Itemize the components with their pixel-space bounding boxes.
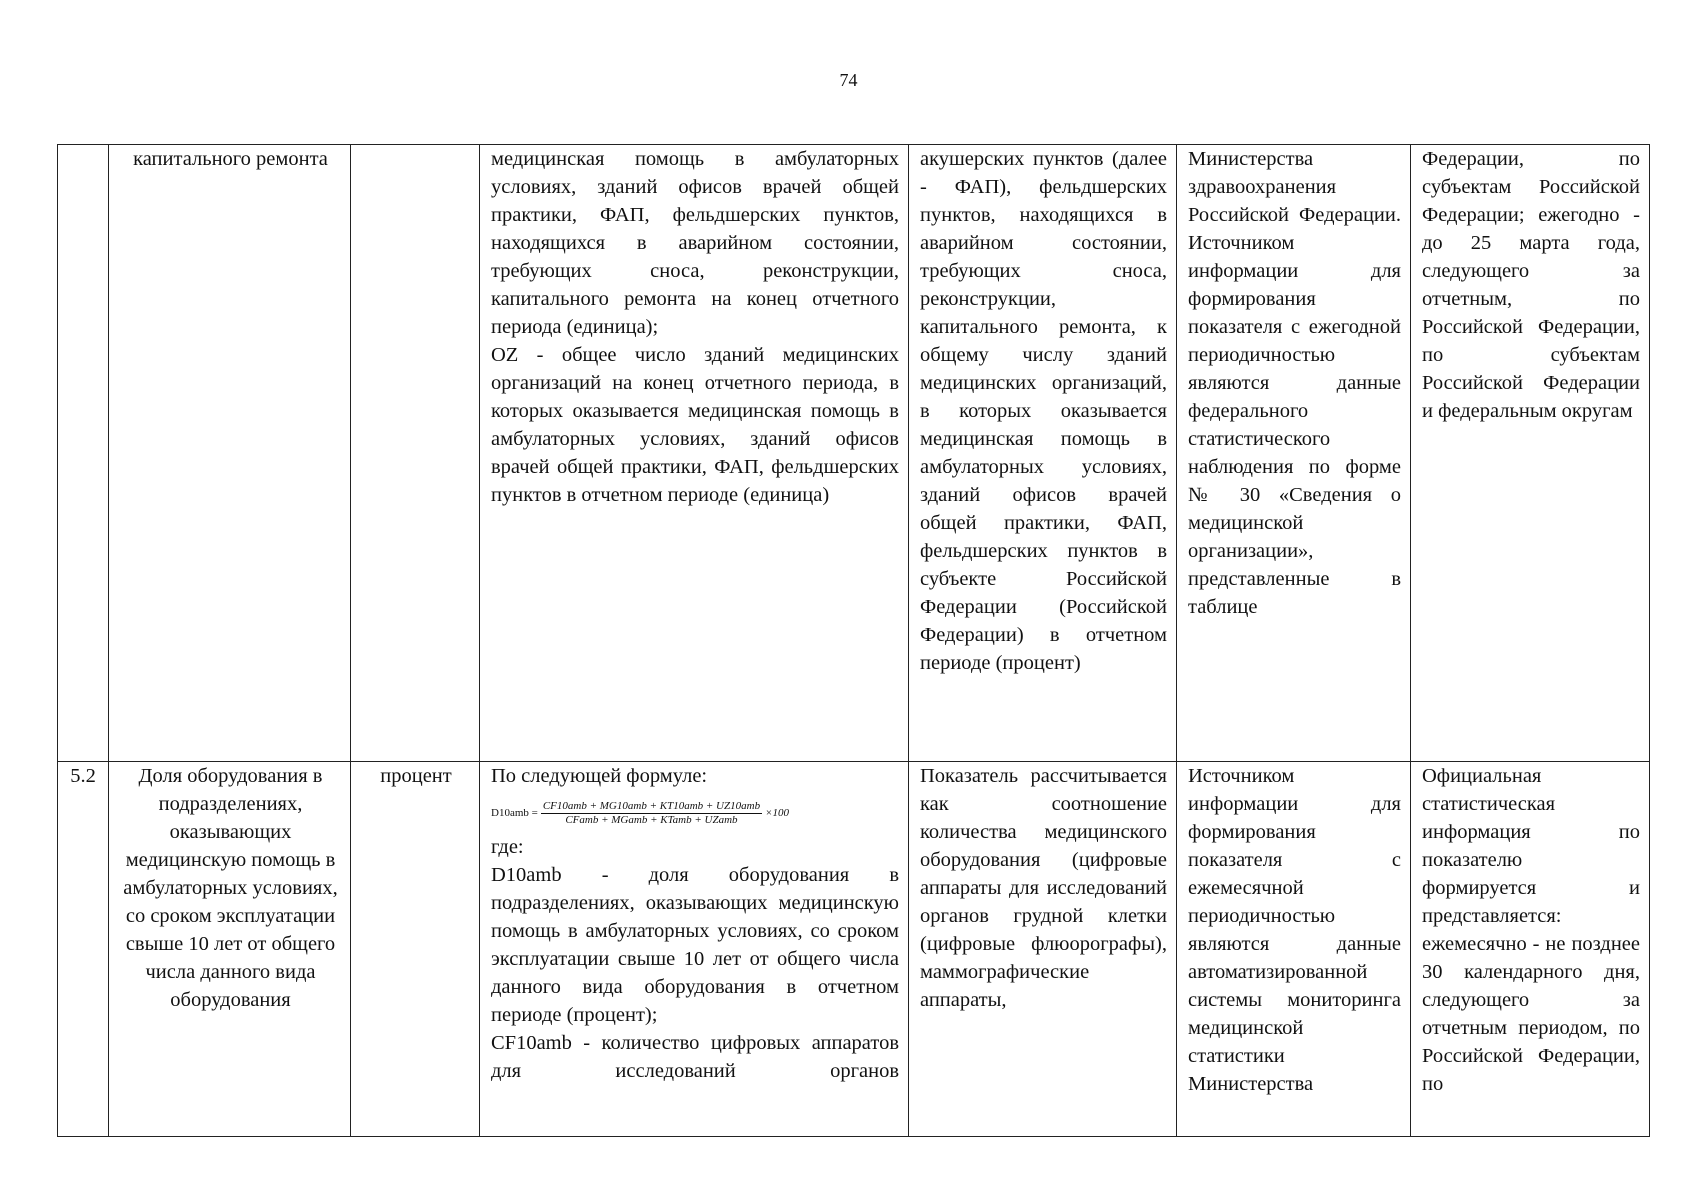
formula-multiplier: ×100 bbox=[765, 807, 790, 819]
cell-indicator-name: Доля оборудования в подразделениях, оказывающих медицинскую помощь в амбулаторных условиях, со сроком эксплуатации свыше 10 лет от общего числа данного вида оборудования bbox=[109, 762, 351, 1137]
method-paragraph: OZ - общее число зданий медицинских организаций на конец отчетного периода, в которых оказывается медицинская помощь в амбулаторных условиях, зданий офисов врачей общей практики, ФАП, фельдшерских пунктов в отчетном периоде (единица) bbox=[491, 344, 899, 506]
cell-source: Министерства здравоохранения Российской Федерации. Источником информации для формирования показателя с ежегодной периодичностью являются данные федерального статистического наблюдения по форме № 30 «Сведения о медицинской организации», представленные в таблице bbox=[1177, 145, 1411, 762]
cell-source: Источником информации для формирования показателя с ежемесячной периодичностью являются данные автоматизированной системы мониторинга медицинской статистики Министерства bbox=[1177, 762, 1411, 1137]
cell-definition: акушерских пунктов (далее - ФАП), фельдшерских пунктов, находящихся в аварийном состоянии, требующих сноса, реконструкции, капитального ремонта, к общему числу зданий медицинских организаций, в которых оказывается медицинская помощь в амбулаторных условиях, зданий офисов врачей общей практики, ФАП, фельдшерских пунктов в субъекте Российской Федерации (Российской Федерации) в отчетном периоде (процент) bbox=[909, 145, 1177, 762]
formula-lhs: D10amb = bbox=[491, 807, 538, 819]
page-number: 74 bbox=[839, 70, 858, 90]
method-paragraph: CF10amb - количество цифровых аппаратов для исследований органов bbox=[491, 1032, 899, 1082]
method-intro: По следующей формуле: bbox=[491, 765, 708, 787]
method-where: где: bbox=[491, 836, 524, 858]
cell-timing: Официальная статистическая информация по показателю формируется и представляется: ежемесячно - не позднее 30 календарного дня, следующего за отчетным периодом, по Российской Федерации, по bbox=[1411, 762, 1650, 1137]
table-row bbox=[58, 762, 1650, 1137]
method-paragraph: D10amb - доля оборудования в подразделениях, оказывающих медицинскую помощь в амбулаторных условиях, со сроком эксплуатации свыше 10 лет от общего числа данного вида оборудования в отчетном периоде (процент); bbox=[491, 864, 899, 1026]
table-row bbox=[58, 145, 1650, 762]
formula-numerator: CF10amb + MG10amb + KT10amb + UZ10amb bbox=[542, 800, 761, 812]
formula-denominator: CFamb + MGamb + KTamb + UZamb bbox=[565, 814, 738, 826]
cell-unit bbox=[351, 145, 480, 762]
cell-indicator-name: капитального ремонта bbox=[109, 145, 351, 762]
cell-number: 5.2 bbox=[58, 762, 109, 1137]
cell-unit: процент bbox=[351, 762, 480, 1137]
cell-calculation-method bbox=[480, 762, 909, 1137]
cell-number bbox=[58, 145, 109, 762]
method-paragraph: медицинская помощь в амбулаторных условиях, зданий офисов врачей общей практики, ФАП, фельдшерских пунктов, находящихся в аварийном состоянии, требующих сноса, реконструкции, капитального ремонта на конец отчетного периода (единица); bbox=[491, 148, 899, 338]
cell-timing: Федерации, по субъектам Российской Федерации; ежегодно - до 25 марта года, следующего за отчетным, по Российской Федерации, по субъектам Российской Федерации и федеральным округам bbox=[1411, 145, 1650, 762]
formula bbox=[491, 800, 899, 827]
formula-fraction bbox=[541, 800, 762, 827]
cell-calculation-method bbox=[480, 145, 909, 762]
indicators-table bbox=[57, 144, 1650, 1137]
cell-definition: Показатель рассчитывается как соотношение количества медицинского оборудования (цифровые аппараты для исследований органов грудной клетки (цифровые флюорографы), маммографические аппараты, bbox=[909, 762, 1177, 1137]
